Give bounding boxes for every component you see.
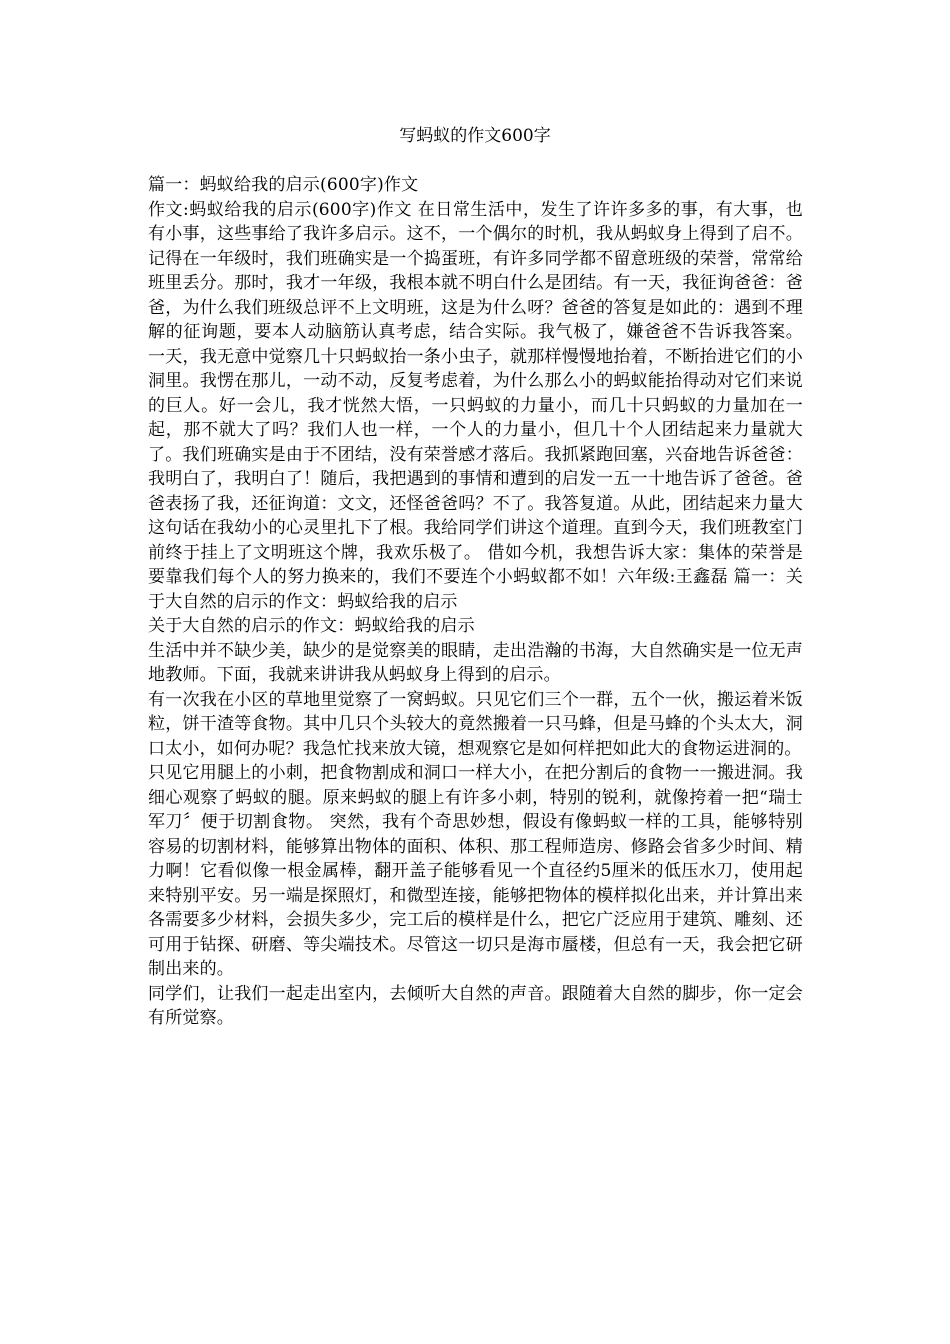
body-paragraph: 只见它用腿上的小刺，把食物割成和洞口一样大小，在把分割后的食物一一搬进洞。我细心观察了蚂蚁的腿。原来蚂蚁的腿上有许多小刺，特别的锐利，就像挎着一把“瑞士军刀〞便于切割食物。 突然，我有个奇思妙想，假设有像蚂蚁一样的工具，能够特别容易的切割材料，能够算出物体的面积、体积、那工程师造房、修路会省多少时间、精力啊！它看似像一根金属棒，翻开盖子能够看见一个直径约5厘米的低压水刀，使用起来特别平安。另一端是探照灯，和微型连接，能够把物体的模样拟化出来，并计算出来各需要多少材料，会损失多少，完工后的模样是什么，把它广泛应用于建筑、雕刻、还可用于钻探、研磨、等尖端技术。尽管这一切只是海市蜃楼，但总有一天，我会把它研制出来的。	[148, 763, 803, 979]
section-heading: 关于大自然的启示的作文：蚂蚁给我的启示	[148, 616, 475, 636]
document-title: 写蚂蚁的作文600字	[399, 126, 551, 146]
body-paragraph: 作文:蚂蚁给我的启示(600字)作文 在日常生活中，发生了许许多多的事，有大事，也有小事，这些事给了我许多启示。这不，一个偶尔的时机，我从蚂蚁身上得到了启不。 记得在一年级时，我们班确实是一个捣蛋班，有许多同学都不留意班级的荣誉，常常给班里丢分。那时，我才一年级，我根本就不明白什么是团结。有一天，我征询爸爸：爸爸，为什么我们班级总评不上文明班，这是为什么呀？爸爸的答复是如此的：遇到不理解的征询题，要本人动脑筋认真考虑，结合实际。我气极了，嫌爸爸不告诉我答案。 一天，我无意中觉察几十只蚂蚁抬一条小虫子，就那样慢慢地抬着，不断抬进它们的小洞里。我愣在那儿，一动不动，反复考虑着，为什么那么小的蚂蚁能抬得动对它们来说的巨人。好一会儿，我才恍然大悟，一只蚂蚁的力量小，而几十只蚂蚁的力量加在一起，那不就大了吗？我们人也一样，一个人的力量小，但几十个人团结起来力量就大了。我们班确实是由于不团结，没有荣誉感才落后。我抓紧跑回塞，兴奋地告诉爸爸：我明白了，我明白了！随后，我把遇到的事情和遭到的启发一五一十地告诉了爸爸。爸爸表扬了我，还征询道：文文，还怪爸爸吗？不了。我答复道。从此，团结起来力量大这句话在我幼小的心灵里扎下了根。我给同学们讲这个道理。直到今天，我们班教室门前终于挂上了文明班这个牌，我欢乐极了。 借如今机，我想告诉大家：集体的荣誉是要靠我们每个人的努力换来的，我们不要连个小蚂蚁都不如！六年级:王鑫磊 篇一：关于大自然的启示的作文：蚂蚁给我的启示	[148, 199, 803, 612]
section-heading: 篇一：蚂蚁给我的启示(600字)作文	[148, 175, 419, 195]
document-body	[148, 173, 803, 1031]
body-paragraph: 同学们，让我们一起走出室内，去倾听大自然的声音。跟随着大自然的脚步，你一定会有所觉察。	[148, 983, 803, 1028]
body-paragraph: 有一次我在小区的草地里觉察了一窝蚂蚁。只见它们三个一群，五个一伙，搬运着米饭粒，饼干渣等食物。其中几只个头较大的竟然搬着一只马蜂，但是马蜂的个头太大，洞口太小，如何办呢？我急忙找来放大镜，想观察它是如何样把如此大的食物运进洞的。	[148, 689, 803, 759]
body-paragraph: 生活中并不缺少美，缺少的是觉察美的眼睛，走出浩瀚的书海，大自然确实是一位无声地教师。下面，我就来讲讲我从蚂蚁身上得到的启示。	[148, 640, 803, 685]
